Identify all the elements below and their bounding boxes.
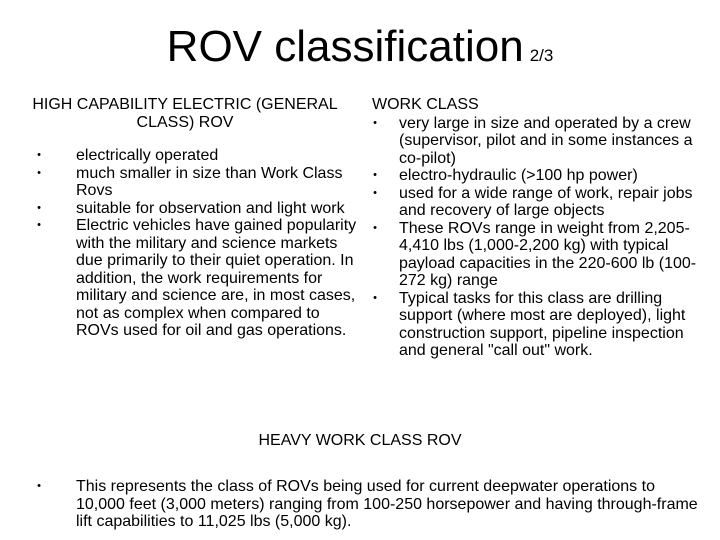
bullet-text: used for a wide range of work, repair jobs and recovery of large objects: [399, 184, 693, 219]
bullet-icon: •: [37, 219, 41, 231]
slide-title: [0, 22, 720, 81]
bullet-text: This represents the class of ROVs being used for current deepwater operations to 10,000 feet (3,000 meters) ranging from 100-250 horsepower and having through-frame lift capabilities to 11,025 lbs (5,000 kg).: [76, 478, 698, 530]
slide-title-text: ROV classification: [166, 22, 524, 71]
list-item: [362, 290, 707, 360]
list-item: [362, 185, 707, 220]
general-class-bullet-list: [30, 147, 360, 340]
bullet-icon: •: [373, 221, 377, 234]
list-item: [30, 217, 360, 340]
list-item: [30, 147, 360, 165]
bullet-icon: •: [37, 166, 41, 179]
bullet-text: electro-hydraulic (>100 hp power): [399, 167, 638, 184]
list-item: [30, 478, 700, 531]
work-class-column: [362, 96, 707, 360]
list-item: [362, 115, 707, 168]
bullet-text: very large in size and operated by a crew (supervisor, pilot and in some instances a co-pilot): [399, 114, 693, 167]
bullet-text: Typical tasks for this class are drilling support (where most are deployed), light construction support, pipeline inspection and general "call out" work.: [399, 289, 686, 359]
bullet-icon: •: [373, 291, 377, 304]
list-item: [30, 200, 360, 218]
list-item: [362, 167, 707, 185]
bullet-text: suitable for observation and light work: [76, 199, 345, 217]
general-class-heading: HIGH CAPABILITY ELECTRIC (GENERAL CLASS) ROV: [32, 96, 338, 131]
list-item: [30, 165, 360, 200]
heavy-work-class-heading: HEAVY WORK CLASS ROV: [258, 432, 462, 449]
heavy-work-class-bullet-list: [30, 478, 700, 531]
work-class-bullet-list: [362, 115, 707, 360]
bullet-icon: •: [37, 201, 41, 214]
bullet-icon: •: [373, 169, 377, 181]
bullet-icon: •: [37, 149, 41, 161]
work-class-heading: WORK CLASS: [372, 96, 479, 113]
bullet-text: much smaller in size than Work Class Rovs: [76, 164, 343, 199]
bullet-icon: •: [373, 116, 377, 129]
list-item: [362, 220, 707, 290]
bullet-icon: •: [373, 186, 377, 199]
general-class-column: [30, 96, 360, 340]
bullet-text: Electric vehicles have gained popularity with the military and science markets due primarily to their quiet operation. In addition, the work requirements for military and science are, in most cases, not as complex when compared to ROVs used for oil and gas operations.: [76, 217, 357, 339]
bullet-icon: •: [37, 480, 41, 492]
page-indicator: 2/3: [529, 46, 554, 65]
bullet-text: electrically operated: [76, 147, 219, 164]
bullet-text: These ROVs range in weight from 2,205-4,410 lbs (1,000-2,200 kg) with typical payload capacities in the 220-600 lb (100-272 kg) range: [399, 219, 697, 289]
